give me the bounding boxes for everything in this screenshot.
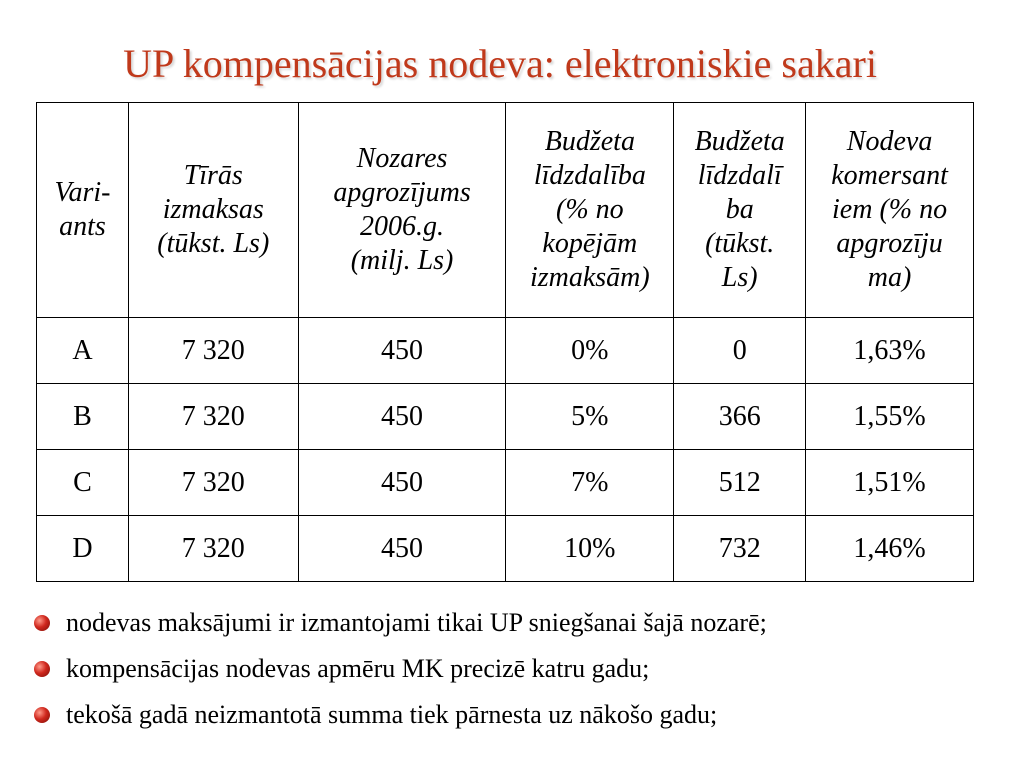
header-cell-net-costs: Tīrās izmaksas (tūkst. Ls) — [128, 103, 298, 318]
bullet-text: nodevas maksājumi ir izmantojami tikai UP sniegšanai šajā nozarē; — [66, 608, 767, 637]
table-row — [37, 450, 974, 516]
header-cell-industry-turnover: Nozares apgrozījums 2006.g. (milj. Ls) — [298, 103, 506, 318]
table-cell: 7 320 — [128, 384, 298, 450]
table-cell: 366 — [674, 384, 806, 450]
bullet-item — [34, 600, 767, 646]
table-cell: 1,51% — [806, 450, 974, 516]
table-cell: 0 — [674, 318, 806, 384]
header-cell-budget-share-amount: Budžeta līdzdalī ba (tūkst. Ls) — [674, 103, 806, 318]
table-cell: B — [37, 384, 129, 450]
table-cell: 450 — [298, 384, 506, 450]
bullet-item — [34, 646, 767, 692]
table-cell: 1,55% — [806, 384, 974, 450]
table-cell: 450 — [298, 516, 506, 582]
table-row — [37, 516, 974, 582]
bullet-text: tekošā gadā neizmantotā summa tiek pārnesta uz nākošo gadu; — [66, 700, 718, 729]
table-row — [37, 384, 974, 450]
table-cell: 7 320 — [128, 516, 298, 582]
header-cell-variant: Vari- ants — [37, 103, 129, 318]
table-cell: 7 320 — [128, 318, 298, 384]
header-cell-budget-share-percent: Budžeta līdzdalība (% no kopējām izmaksām) — [506, 103, 674, 318]
table-cell: 512 — [674, 450, 806, 516]
table-cell: 1,46% — [806, 516, 974, 582]
table-cell: 10% — [506, 516, 674, 582]
table-cell: 450 — [298, 318, 506, 384]
bullet-dot-icon — [34, 661, 50, 677]
bullet-item — [34, 692, 767, 738]
bullet-list — [34, 600, 767, 738]
table-cell: C — [37, 450, 129, 516]
table-row — [37, 318, 974, 384]
table-cell: 450 — [298, 450, 506, 516]
table-cell: 732 — [674, 516, 806, 582]
table-cell: 5% — [506, 384, 674, 450]
table-cell: 7 320 — [128, 450, 298, 516]
bullet-dot-icon — [34, 615, 50, 631]
slide-title: UP kompensācijas nodeva: elektroniskie sakari — [123, 41, 877, 86]
bullet-dot-icon — [34, 707, 50, 723]
table-cell: A — [37, 318, 129, 384]
table-cell: 1,63% — [806, 318, 974, 384]
table-cell: 7% — [506, 450, 674, 516]
header-row — [37, 103, 974, 318]
bullet-text: kompensācijas nodevas apmēru MK precizē katru gadu; — [66, 654, 650, 683]
table-cell: D — [37, 516, 129, 582]
table-cell: 0% — [506, 318, 674, 384]
data-table — [36, 102, 974, 582]
header-cell-fee-percent: Nodeva komersant iem (% no apgrozīju ma) — [806, 103, 974, 318]
